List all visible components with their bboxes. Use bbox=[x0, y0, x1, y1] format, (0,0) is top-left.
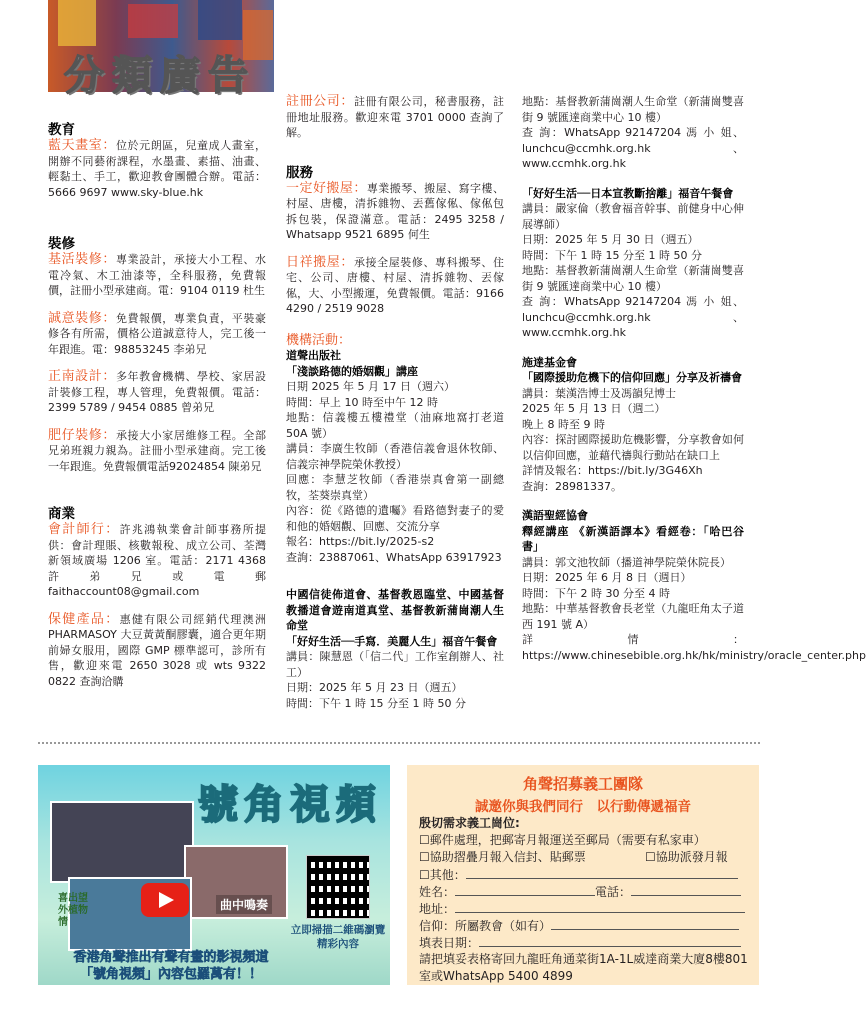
qr-code-icon[interactable] bbox=[306, 855, 370, 919]
ad-entry bbox=[286, 181, 504, 243]
event-detail-line: 時間：下午 1 時 15 分至 1 時 50 分 bbox=[286, 696, 466, 710]
dotted-divider bbox=[38, 742, 760, 744]
event-details bbox=[286, 379, 504, 565]
event-detail-line: 晚上 8 時至 9 時 bbox=[522, 417, 605, 431]
scan-caption: 立即掃描二維碼瀏覽精彩內容 bbox=[290, 924, 386, 950]
volunteer-recruit-box bbox=[407, 765, 759, 985]
ad-name: 註冊公司： bbox=[286, 94, 354, 109]
column-2 bbox=[286, 94, 504, 711]
other-input[interactable] bbox=[466, 866, 738, 879]
ad-name: 保健產品： bbox=[48, 611, 120, 627]
date-label: 填表日期： bbox=[419, 936, 480, 950]
ad-name: 一定好搬屋： bbox=[286, 180, 367, 196]
address-row[interactable] bbox=[419, 900, 745, 918]
event-detail-line: 講員：郭文池牧師（播道神學院榮休院長） bbox=[522, 555, 731, 569]
event-detail-line: 日期：2025 年 5 月 23 日（週五） bbox=[286, 681, 463, 694]
event-detail-line: 講員：嚴家倫（教會福音幹事、前健身中心伸展導師） bbox=[522, 202, 744, 231]
event-detail-line: 查詢：28981337。 bbox=[522, 479, 622, 493]
option-mail[interactable]: ☐郵件處理，把郵寄月報運送至郵局（需要有私家車） bbox=[419, 833, 706, 847]
address-label: 地址： bbox=[419, 902, 456, 916]
event-continued bbox=[522, 94, 744, 172]
ad-text: 許兆鴻執業會計師事務所提供：會計理賬、核數報稅、成立公司、荃灣新領域廣場 1206 室。電話：2171 4368 許弟兄或電郵 faithaccount08@gmail.com bbox=[48, 523, 266, 598]
name-label: 姓名： bbox=[419, 885, 456, 899]
event-title: 「好好生活──日本宣教斷捨離」福音午餐會 bbox=[522, 186, 734, 200]
event-detail-line: 時間：下午 2 時 30 分至 4 時 bbox=[522, 586, 670, 600]
video-ad-tagline bbox=[56, 949, 286, 983]
event-detail-line: 2025 年 5 月 13 日（週二） bbox=[522, 402, 666, 415]
ad-text: 位於元朗區，兒童成人畫室，開辦不同藝術課程，水墨畫、素描、油畫、輕黏土、手工，歡迎教會團體合辦。電話：5666 9697 www.sky-blue.hk bbox=[48, 139, 266, 199]
address-input[interactable] bbox=[455, 900, 745, 913]
event-detail-line: 內容：探討國際援助危機影響，分享教會如何以信仰回應，並藉代禱與行動站在缺口上 bbox=[522, 433, 744, 462]
ad-name: 藍天畫室： bbox=[48, 138, 116, 153]
ad-name: 日祥搬屋： bbox=[286, 254, 354, 270]
event-details bbox=[522, 555, 866, 664]
option-fold[interactable]: ☐協助摺疊月報入信封、貼郵票 bbox=[419, 850, 586, 864]
ad-text: 多年教會機構、學校、家居設計裝修工程，專人管理，免費報價。電話：2399 5789 / 9454 0885 曾弟兄 bbox=[48, 370, 266, 414]
event-detail-line: 時間：下午 1 時 15 分至 1 時 50 分 bbox=[522, 248, 702, 262]
faith-row[interactable] bbox=[419, 917, 739, 935]
events-heading bbox=[286, 333, 504, 349]
event-detail-line: 報名：https://bit.ly/2025-s2 bbox=[286, 535, 435, 548]
volunteer-need: 殷切需求義工崗位: bbox=[419, 816, 520, 830]
video-ad-title: 號角視頻 bbox=[198, 782, 382, 828]
category-heading: 教育 bbox=[48, 122, 75, 138]
ad-entry bbox=[48, 311, 266, 358]
phone-input[interactable] bbox=[631, 883, 741, 896]
event-details bbox=[522, 201, 744, 341]
ad-text: 惠健有限公司經銷代理澳洲 PHARMASOY 大豆黃黃酮膠囊，適合更年期前婦女服用，國際 GMP 標準認可，診所有售，歡迎來電 2650 3028 或 wts 9322 0822 查詢洽購 bbox=[48, 612, 266, 688]
column-1 bbox=[48, 118, 266, 689]
event-detail-line: 地點：基督教新蒲崗潮人生命堂（新蒲崗雙喜街 9 號匯達商業中心 10 樓） bbox=[522, 95, 744, 124]
page-title: 分類廣告 bbox=[64, 53, 256, 99]
play-icon[interactable] bbox=[141, 883, 189, 917]
category-heading: 服務 bbox=[286, 164, 313, 181]
event-title: 「淺談路德的婚姻觀」講座 bbox=[286, 364, 418, 378]
faith-input[interactable] bbox=[551, 917, 739, 930]
event-detail-line: 日期：2025 年 6 月 8 日（週日） bbox=[522, 571, 692, 584]
ad-text: 註冊有限公司，秘書服務，註冊地址服務。歡迎來電 3701 0000 查詢了解。 bbox=[286, 95, 504, 139]
event-details bbox=[286, 649, 504, 711]
faith-label: 信仰：所屬教會（如有） bbox=[419, 919, 552, 933]
event-detail-line: 查詢：23887061、WhatsApp 63917923 bbox=[286, 550, 502, 564]
date-input[interactable] bbox=[479, 934, 741, 947]
plant-label: 喜出望外植物情 bbox=[58, 893, 88, 928]
ad-text: 承接全屋裝修、專科搬琴、住宅、公司、唐樓、村屋、清拆雜物、丟傢俬，大、小型搬運，免費報價。電話：9166 4290 / 2519 9028 bbox=[286, 255, 504, 315]
ad-entry bbox=[48, 522, 266, 600]
event-title: 「好好生活──手寫．美麗人生」福音午餐會 bbox=[286, 634, 498, 648]
event-details bbox=[522, 386, 744, 495]
event-title: 釋經講座 《新漢語譯本》看經卷：「哈巴谷書」 bbox=[522, 524, 744, 553]
video-channel-ad[interactable] bbox=[38, 765, 390, 985]
event-detail-line: 詳情及報名：https://bit.ly/3G46Xh bbox=[522, 464, 703, 477]
category-heading: 裝修 bbox=[48, 236, 75, 252]
ad-text: 專業搬琴、搬屋、寫字樓、村屋、唐樓，清拆雜物、丟舊傢俬、傢俬包拆包裝，保證滿意。電話：2495 3258 / Whatsapp 9521 6895 何生 bbox=[286, 181, 504, 241]
ad-text: 免費報價，專業負責，平裝豪修各有所需，價格公道誠意待人，完工後一年跟進。電：98853245 李弟兄 bbox=[48, 311, 266, 356]
volunteer-title: 角聲招募義工團隊 bbox=[522, 775, 643, 793]
ad-name: 正南設計： bbox=[48, 369, 116, 384]
tagline-line: 「號角視頻」內容包羅萬有！！ bbox=[79, 967, 262, 982]
ad-name: 誠意裝修： bbox=[48, 310, 116, 326]
ad-entry bbox=[286, 255, 504, 317]
event-org: 施達基金會 bbox=[522, 355, 577, 369]
event-detail-line: 地點：信義樓五樓禮堂（油麻地窩打老道 50A 號） bbox=[286, 411, 504, 440]
volunteer-subtitle: 誠邀你與我們同行 以行動傳遞福音 bbox=[475, 799, 691, 815]
ad-entry bbox=[48, 612, 266, 690]
ad-entry bbox=[48, 252, 266, 299]
volunteer-footer: 請把填妥表格寄回九龍旺角通菜街1A-1L威達商業大廈8樓801室或WhatsApp 5400 4899 bbox=[419, 952, 748, 983]
ad-entry bbox=[286, 94, 504, 141]
column-3 bbox=[522, 94, 866, 663]
event-detail-line: 講員：葉漢浩博士及馮韻兒博士 bbox=[522, 386, 676, 400]
date-row[interactable] bbox=[419, 934, 741, 952]
event-detail-line: 地點：基督教新蒲崗潮人生命堂（新蒲崗雙喜街 9 號匯達商業中心 10 樓） bbox=[522, 264, 744, 293]
tagline-line: 香港角聲推出有聲有畫的影視頻道 bbox=[73, 950, 269, 965]
name-row[interactable] bbox=[419, 883, 741, 901]
event-detail-line: 講員：陳慧恩（「信二代」工作室創辦人、社工） bbox=[286, 650, 504, 679]
video-ad-subtitle: 曲中鳴奏 bbox=[216, 895, 272, 914]
ad-name: 肥仔裝修： bbox=[48, 427, 116, 443]
ad-name: 會計師行： bbox=[48, 522, 120, 537]
ad-name: 基活裝修： bbox=[48, 252, 116, 267]
header-banner bbox=[48, 0, 274, 99]
name-input[interactable] bbox=[455, 883, 595, 896]
option-other[interactable] bbox=[419, 866, 738, 884]
event-org: 道聲出版社 bbox=[286, 349, 341, 362]
event-detail-line: 詳情：https://www.chinesebible.org.hk/hk/ministry/oracle_center.php bbox=[522, 633, 866, 662]
option-other-label: ☐其他： bbox=[419, 868, 466, 882]
event-detail-line: 日期 2025 年 5 月 17 日（週六） bbox=[286, 380, 455, 393]
event-org: 中國信徒佈道會、基督教恩臨堂、中國基督教播道會遊南道真堂、基督教新蒲崗潮人生命堂 bbox=[286, 588, 504, 632]
ad-entry bbox=[48, 369, 266, 416]
category-heading: 商業 bbox=[48, 506, 75, 522]
event-detail-line: 地點：中華基督教會長老堂（九龍旺角太子道西 191 號 A） bbox=[522, 602, 744, 631]
event-detail-line: 回應：李慧芝牧師（香港崇真會第一副總牧，荃葵崇真堂） bbox=[286, 473, 504, 502]
event-detail-line: 講員：李廣生牧師（香港信義會退休牧師、信義宗神學院榮休教授） bbox=[286, 442, 504, 471]
ad-entry bbox=[48, 138, 266, 200]
ad-entry bbox=[48, 428, 266, 475]
event-title: 「國際援助危機下的信仰回應」分享及祈禱會 bbox=[522, 371, 742, 384]
phone-label: 電話： bbox=[595, 885, 632, 899]
event-detail-line: 查 詢：WhatsApp 92147204 馮 小 姐、lunchcu@ccmhk.org.hk、www.ccmhk.org.hk bbox=[522, 126, 744, 170]
option-distribute[interactable]: ☐協助派發月報 bbox=[645, 850, 728, 864]
event-detail-line: 查 詢：WhatsApp 92147204 馮 小 姐、lunchcu@ccmhk.org.hk、www.ccmhk.org.hk bbox=[522, 295, 744, 339]
ad-text: 承接大小家居維修工程。全部兄弟班親力親為。註冊小型承建商。完工後一年跟進。免費報價電話92024854 陳弟兄 bbox=[48, 428, 266, 473]
events-title: 機構活動： bbox=[286, 332, 352, 348]
ad-text: 專業設計，承接大小工程、水電冷氣、木工油漆等，全科服務，免費報價，註冊小型承建商。電：9104 0119 杜生 bbox=[48, 253, 266, 297]
event-detail-line: 內容：從《路德的遺囑》看路德對妻子的愛和他的婚姻觀、回應、交流分享 bbox=[286, 504, 504, 533]
event-detail-line: 時間：早上 10 時至中午 12 時 bbox=[286, 395, 438, 409]
ad-photo bbox=[50, 801, 194, 883]
event-detail-line: 日期：2025 年 5 月 30 日（週五） bbox=[522, 233, 699, 246]
event-org: 漢語聖經協會 bbox=[522, 509, 588, 522]
